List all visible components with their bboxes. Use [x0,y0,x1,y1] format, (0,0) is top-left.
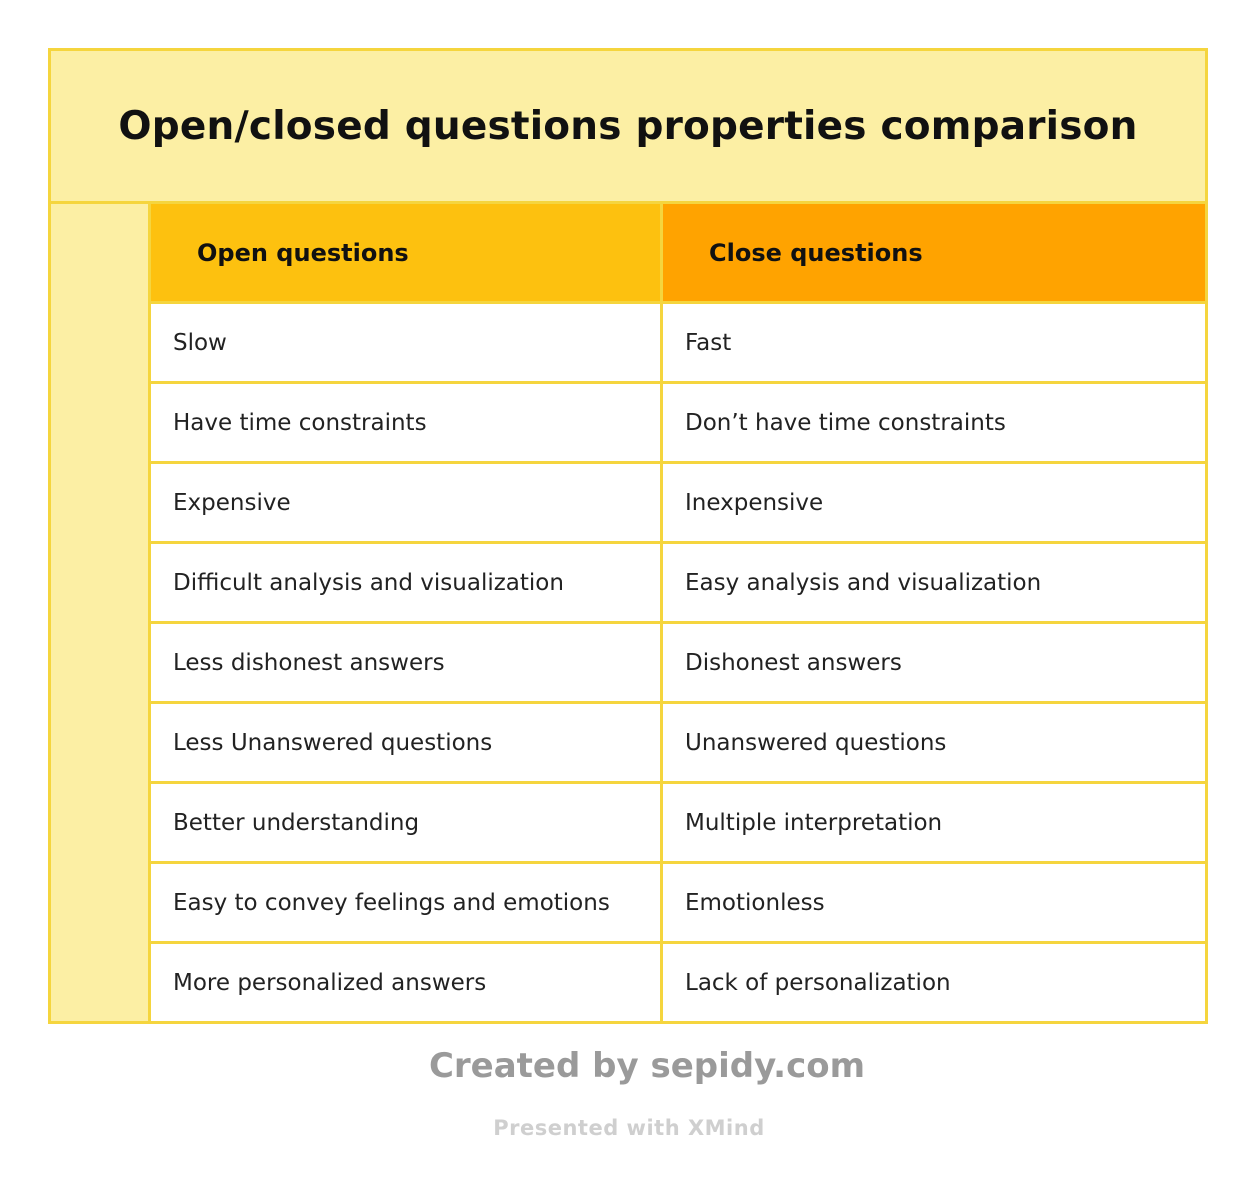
close-cell: Lack of personalization [663,944,1205,1021]
row-label-column [51,204,151,1021]
table-row [151,944,1205,1021]
table-row [151,464,1205,544]
close-questions-header: Close questions [663,204,1205,301]
open-cell: Less dishonest answers [151,624,660,701]
table-row [151,304,1205,384]
close-cell: Emotionless [663,864,1205,941]
column-divider [660,204,663,1021]
close-cell: Easy analysis and visualization [663,544,1205,621]
open-cell: Slow [151,304,660,381]
table-body [151,304,1205,1021]
table-row [151,864,1205,944]
open-cell: Better understanding [151,784,660,861]
open-cell: Easy to convey feelings and emotions [151,864,660,941]
table-row [151,624,1205,704]
table-row [151,544,1205,624]
close-cell: Multiple interpretation [663,784,1205,861]
table-row [151,704,1205,784]
close-cell: Fast [663,304,1205,381]
close-cell: Dishonest answers [663,624,1205,701]
close-cell: Unanswered questions [663,704,1205,781]
open-questions-header: Open questions [151,204,660,301]
close-cell: Don’t have time constraints [663,384,1205,461]
open-cell: More personalized answers [151,944,660,1021]
table-row [151,784,1205,864]
table-row [151,384,1205,464]
open-cell: Expensive [151,464,660,541]
credit-text: Created by sepidy.com [428,1046,866,1086]
table-grid [151,204,1205,1021]
table-title: Open/closed questions properties comparison [118,103,1138,149]
comparison-table [48,48,1208,1024]
presented-with-text: Presented with XMind [493,1116,765,1140]
open-cell: Less Unanswered questions [151,704,660,781]
open-cell: Difficult analysis and visualization [151,544,660,621]
close-cell: Inexpensive [663,464,1205,541]
open-cell: Have time constraints [151,384,660,461]
